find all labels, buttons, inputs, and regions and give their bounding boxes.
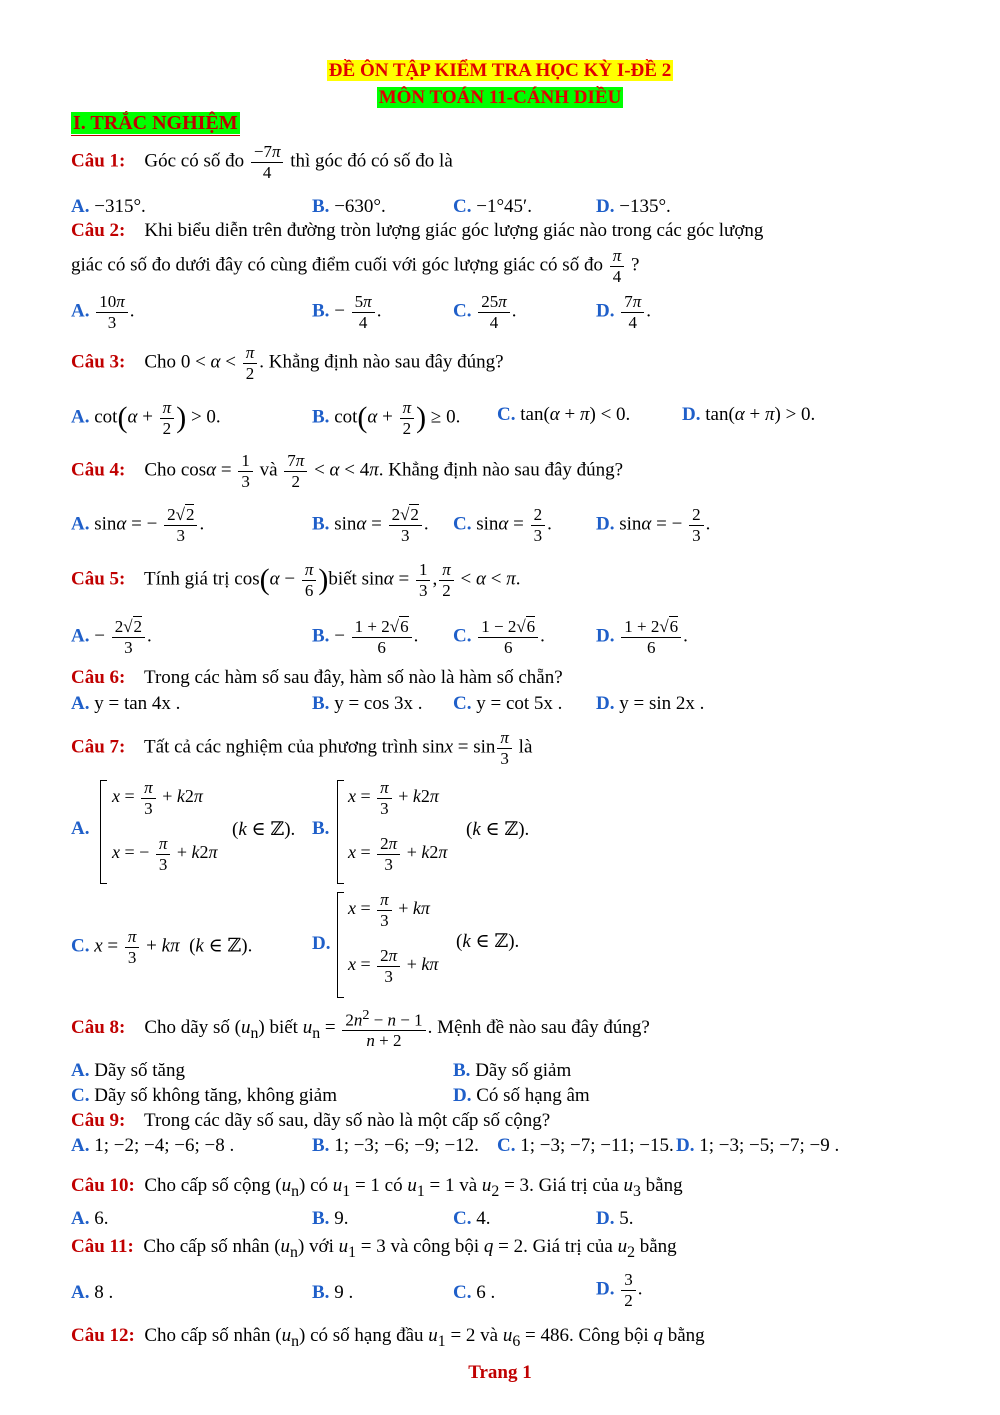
equation-7a-2: x = − $\frac{\pi}{3}$ + k2π: [112, 834, 218, 874]
page-number: Trang 1: [468, 1362, 532, 1383]
question-2-cont: giác có số đo dưới đây có cùng điểm cuối với góc lượng giác có số đo $\frac{\pi}{4}$ ?: [71, 246, 640, 286]
question-7: Câu 7: Tất cả các nghiệm của phương trình sinx = sin $\frac{\pi}{3}$ là: [71, 728, 533, 768]
question-12: Câu 12: Cho cấp số nhân $(u_n)$ có số hạng đầu $u_1 = 2$ và $u_6 = 486$. Công bội q bằng: [71, 1325, 705, 1350]
option-9c: C. 1; −3; −7; −11; −15.: [497, 1135, 674, 1156]
bracket-7a: [100, 780, 107, 884]
option-5d: D. $\frac{1 + 2√6}{6}$ .: [596, 617, 688, 657]
equation-7b-1: x = $\frac{\pi}{3}$ + k2π: [348, 778, 439, 818]
option-8b: B. Dãy số giảm: [453, 1060, 572, 1081]
option-2b: B. − $\frac{5\pi}{4}$ .: [312, 292, 382, 332]
option-3a: A. cot(α + $\frac{\pi}{2}$ ) > 0.: [71, 398, 221, 438]
option-6d: D. y = sin 2x .: [596, 693, 705, 714]
question-9: Câu 9: Trong các dãy số sau, dãy số nào là một cấp số cộng?: [71, 1110, 551, 1131]
option-6a: A. y = tan 4x .: [71, 693, 181, 714]
option-3d: D. tan(α + π) > 0.: [682, 404, 816, 425]
exam-title: ĐỀ ÔN TẬP KIỂM TRA HỌC KỲ I-ĐỀ 2: [328, 60, 672, 81]
option-10b: B. 9.: [312, 1208, 349, 1229]
option-1c: C. −1°45′.: [453, 196, 532, 217]
option-11d: D. $\frac{3}{2}$ .: [596, 1270, 643, 1310]
option-10a: A. 6.: [71, 1208, 109, 1229]
option-4b: B. sinα = $\frac{2√2}{3}$ .: [312, 505, 429, 545]
option-10c: C. 4.: [453, 1208, 491, 1229]
question-2: Câu 2: Khi biểu diễn trên đường tròn lượng giác góc lượng giác nào trong các góc lượng: [71, 220, 764, 241]
option-7a-label: A.: [71, 818, 90, 839]
condition-7b: (k ∈ ℤ).: [466, 819, 530, 840]
option-7b-label: B.: [312, 818, 330, 839]
condition-7d: (k ∈ ℤ).: [456, 931, 520, 952]
option-8a: A. Dãy số tăng: [71, 1060, 185, 1081]
option-9a: A. 1; −2; −4; −6; −8 .: [71, 1135, 235, 1156]
bracket-7d: [337, 892, 344, 998]
option-1b: B. −630°.: [312, 196, 386, 217]
question-4: Câu 4: Cho cosα = $\frac{1}{3}$ và $\frac{7\pi}{2}$ < α < 4π. Khẳng định nào sau đây đúng?: [71, 451, 624, 491]
question-3: Câu 3: Cho 0 < α < $\frac{\pi}{2}$ . Khẳng định nào sau đây đúng?: [71, 343, 504, 383]
equation-7a-1: x = $\frac{\pi}{3}$ + k2π: [112, 778, 203, 818]
option-5c: C. $\frac{1 - 2√6}{6}$ .: [453, 617, 545, 657]
equation-7b-2: x = $\frac{2\pi}{3}$ + k2π: [348, 834, 448, 874]
option-8d: D. Có số hạng âm: [453, 1085, 590, 1106]
question-1: Câu 1: Góc có số đo $\frac{-7\pi}{4}$ thì góc đó có số đo là: [71, 142, 453, 182]
option-3c: C. tan(α + π) < 0.: [497, 404, 631, 425]
exam-subtitle: MÔN TOÁN 11-CÁNH DIỀU: [378, 87, 622, 108]
option-1a: A. −315°.: [71, 196, 146, 217]
option-6b: B. y = cos 3x .: [312, 693, 423, 714]
option-10d: D. 5.: [596, 1208, 634, 1229]
option-4d: D. sinα = − $\frac{2}{3}$ .: [596, 505, 711, 545]
option-3b: B. cot(α + $\frac{\pi}{2}$ ) ≥ 0.: [312, 398, 461, 438]
question-6: Câu 6: Trong các hàm số sau đây, hàm số nào là hàm số chẵn?: [71, 667, 563, 688]
bracket-7b: [337, 780, 344, 884]
option-5a: A. − $\frac{2√2}{3}$ .: [71, 617, 152, 657]
option-8c: C. Dãy số không tăng, không giảm: [71, 1085, 337, 1106]
option-2a: A. $\frac{10\pi}{3}$ .: [71, 292, 135, 332]
option-7c: C. x = $\frac{\pi}{3}$ + kπ (k ∈ ℤ).: [71, 927, 253, 967]
option-4a: A. sinα = − $\frac{2√2}{3}$ .: [71, 505, 205, 545]
option-11b: B. 9 .: [312, 1282, 354, 1303]
question-8: Câu 8: Cho dãy số $(u_n)$ biết $u_n$ = $\frac{2n^2 - n - 1}{n + 2}$ . Mệnh đề nào sau đây đúng?: [71, 1007, 650, 1051]
condition-7a: (k ∈ ℤ).: [232, 819, 296, 840]
equation-7d-2: x = $\frac{2\pi}{3}$ + kπ: [348, 946, 439, 986]
option-6c: C. y = cot 5x .: [453, 693, 563, 714]
option-9d: D. 1; −3; −5; −7; −9 .: [676, 1135, 840, 1156]
question-5: Câu 5: Tính giá trị cos(α − $\frac{\pi}{6}$ )biết sinα = $\frac{1}{3}$ , $\frac{\pi}{2}$ < α < π.: [71, 560, 521, 600]
section-heading: I. TRẮC NGHIỆM: [73, 112, 238, 134]
option-11a: A. 8 .: [71, 1282, 114, 1303]
question-11: Câu 11: Cho cấp số nhân $(u_n)$ với $u_1 = 3$ và công bội q = 2. Giá trị của $u_2$ bằng: [71, 1236, 677, 1261]
option-7d-label: D.: [312, 933, 331, 954]
option-4c: C. sinα = $\frac{2}{3}$ .: [453, 505, 552, 545]
option-11c: C. 6 .: [453, 1282, 496, 1303]
option-1d: D. −135°.: [596, 196, 671, 217]
option-5b: B. − $\frac{1 + 2√6}{6}$ .: [312, 617, 419, 657]
option-2c: C. $\frac{25\pi}{4}$ .: [453, 292, 517, 332]
option-2d: D. $\frac{7\pi}{4}$ .: [596, 292, 652, 332]
equation-7d-1: x = $\frac{\pi}{3}$ + kπ: [348, 890, 430, 930]
option-9b: B. 1; −3; −6; −9; −12.: [312, 1135, 479, 1156]
question-10: Câu 10: Cho cấp số cộng $(u_n)$ có $u_1 = 1$ có $u_1 = 1$ và $u_2 = 3$. Giá trị của $u_3$ bằng: [71, 1175, 683, 1200]
